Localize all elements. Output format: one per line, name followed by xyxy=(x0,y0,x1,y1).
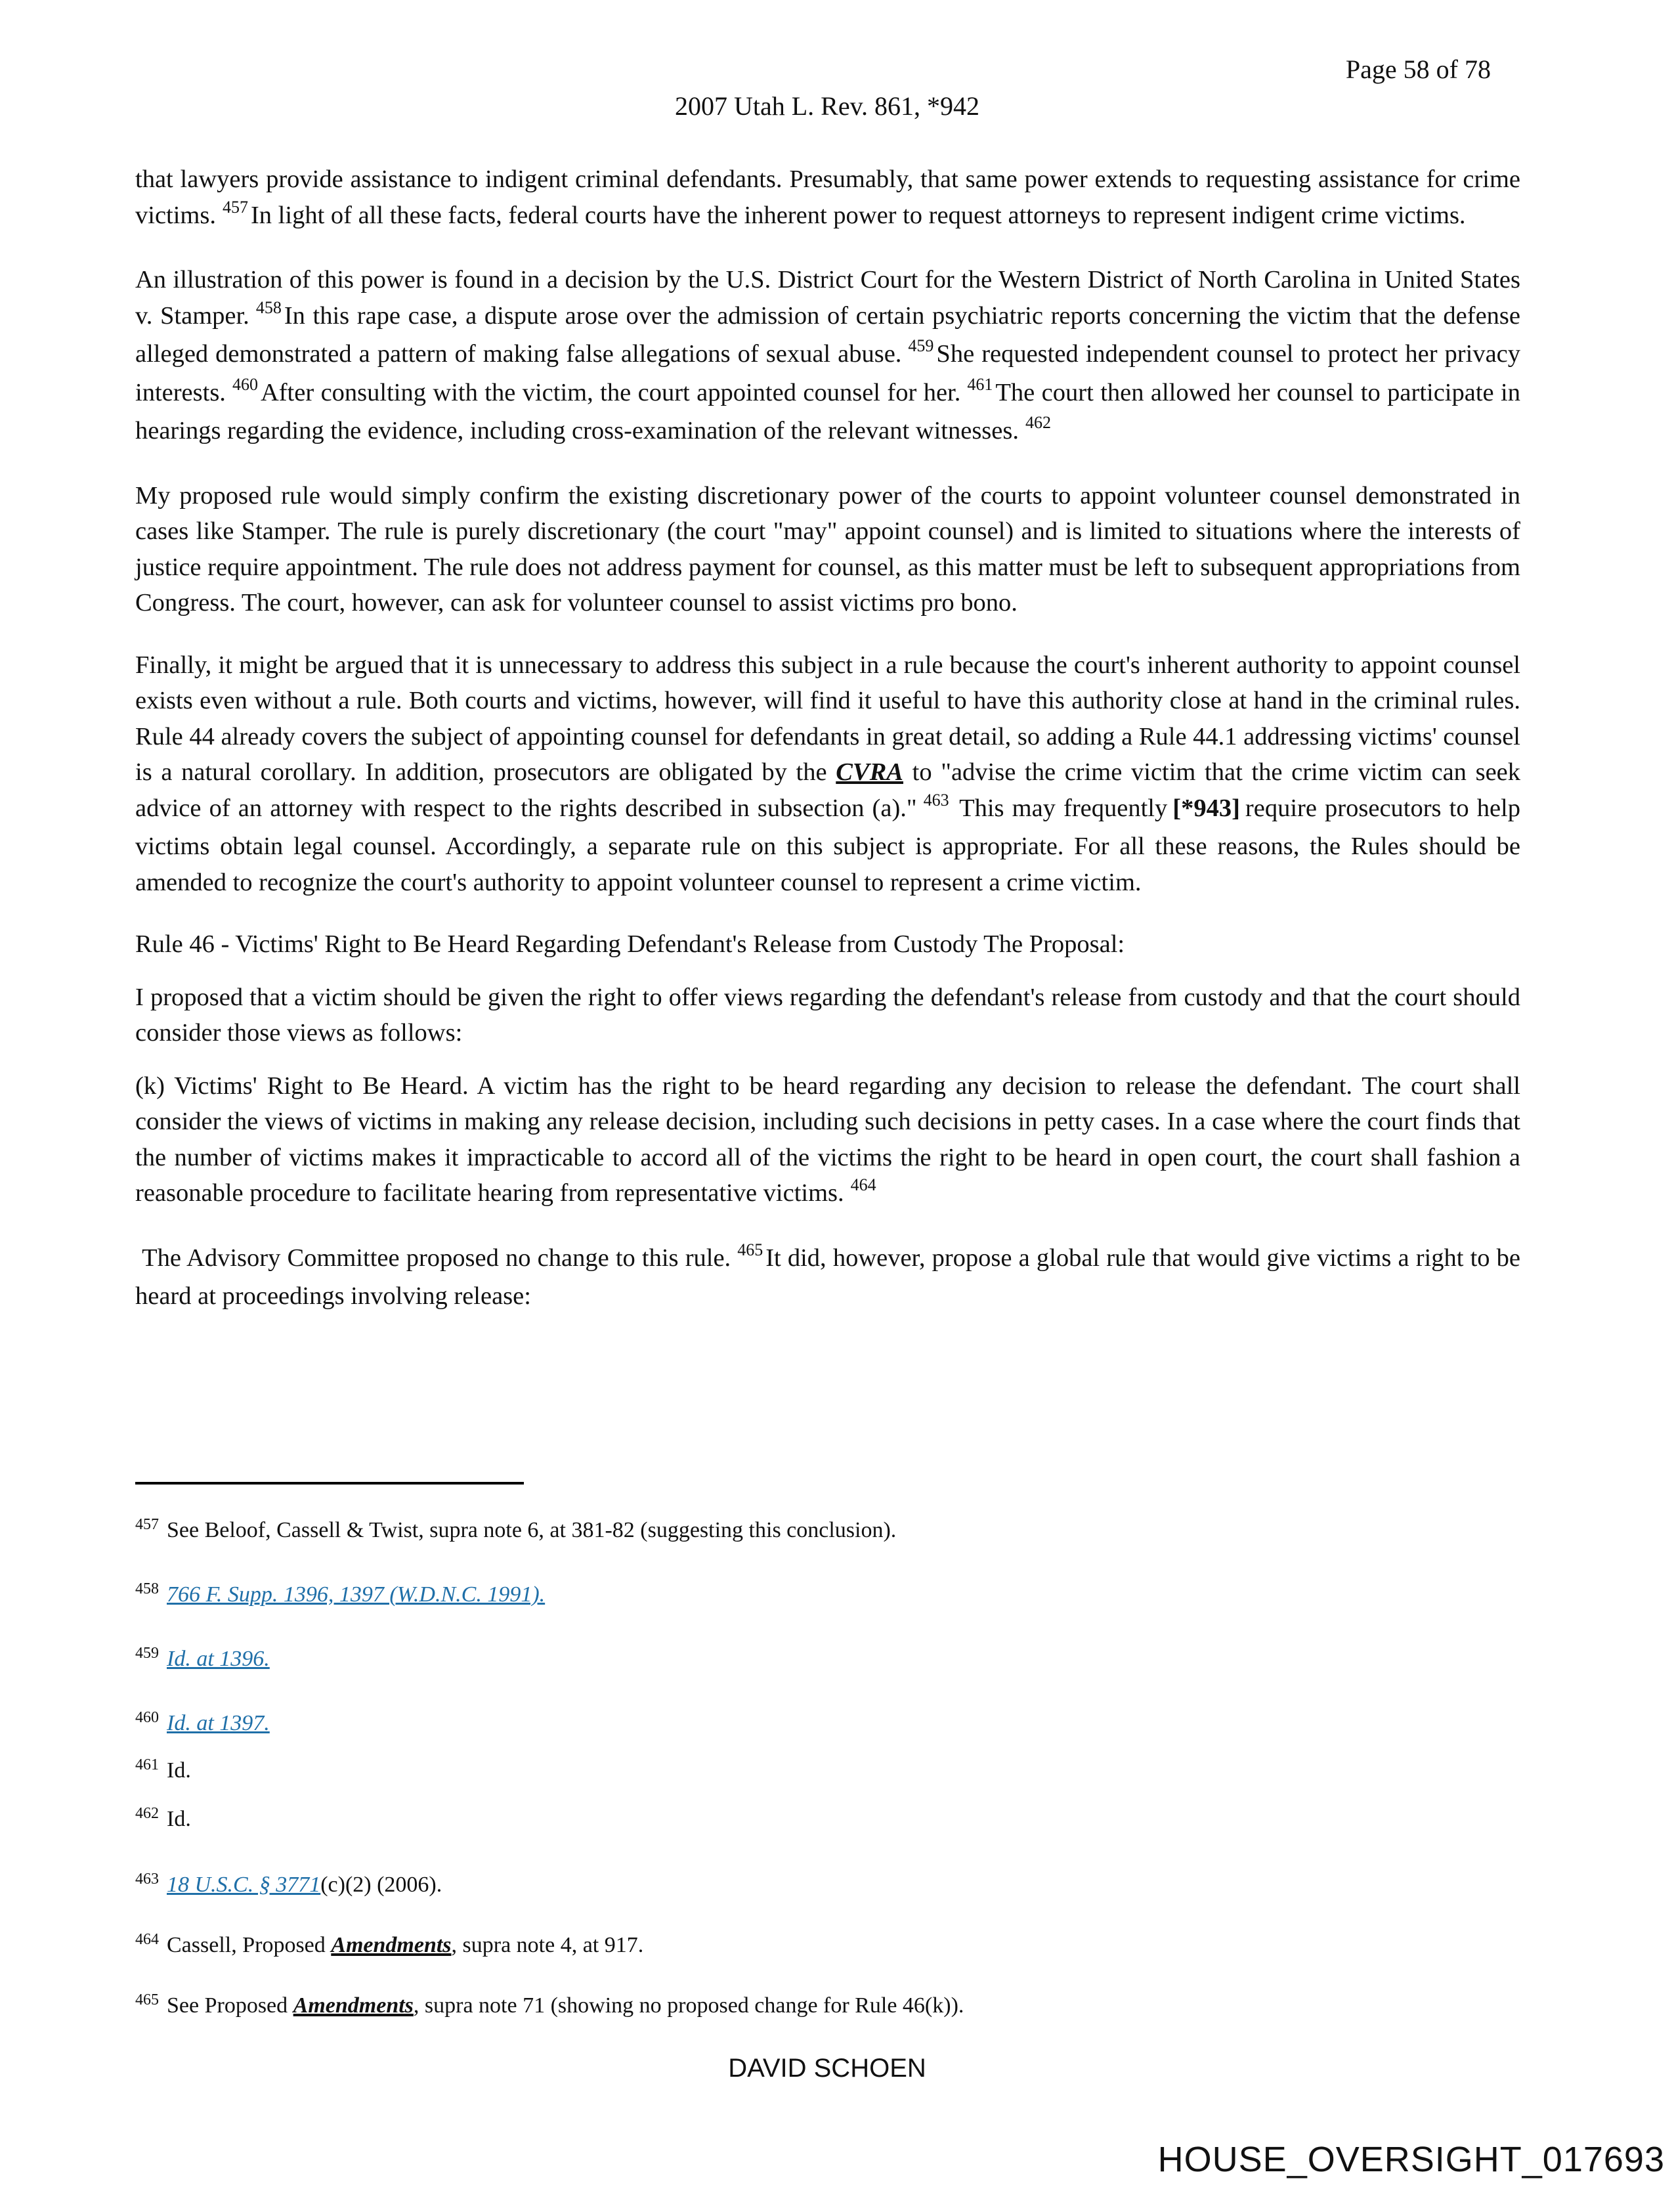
cvra-link[interactable]: CVRA xyxy=(836,758,903,786)
footnote-ref[interactable]: 465 xyxy=(737,1240,763,1259)
footnote-ref[interactable]: 463 xyxy=(923,790,949,810)
paragraph-4: Finally, it might be argued that it is unnecessary to address this subject in a rule because the court's inherent authority to appoint counsel exists even without a rule. Both courts and victims, however, will find it useful to have this authority close at hand in the criminal rules. Rule 44 already covers the subject of appointing counsel for defendants in great detail, so adding a Rule 44.1 addressing victims' counsel is a natural corollary. In addition, prosecutors are obligated by the CVRA to "advise the crime victim that the crime victim can seek advice of an attorney with respect to the rights described in subsection (a)." $^{463}$ This may frequently [*943] require prosecutors to help victims obtain legal counsel. Accordingly, a separate rule on this subject is appropriate. For all these reasons, the Rules should be amended to recognize the court's authority to appoint volunteer counsel to represent a crime victim. xyxy=(135,651,1521,896)
amendments-link[interactable]: Amendments xyxy=(331,1933,452,1957)
amendments-link[interactable]: Amendments xyxy=(293,1993,414,2018)
footnote-ref[interactable]: 461 xyxy=(967,374,993,394)
paragraph-1: that lawyers provide assistance to indigent criminal defendants. Presumably, that same power extends to requesting assistance for crime victims. $^{457}$ In light of all these facts, federal courts have the inherent power to request attorneys to represent indigent crime victims. xyxy=(135,165,1520,229)
paragraph-8: The Advisory Committee proposed no change to this rule. $^{465}$ It did, however, propose a global rule that would give victims a right to be heard at proceedings involving release: xyxy=(135,1240,1521,1310)
citation-link[interactable]: Id. at 1396. xyxy=(167,1647,270,1671)
citation-link[interactable]: Id. at 1397. xyxy=(167,1711,270,1735)
paragraph-3: My proposed rule would simply confirm the existing discretionary power of the courts to appoint volunteer counsel demonstrated in cases like Stamper. The rule is purely discretionary (the court "may" appoint counsel) and is limited to situations where the interests of justice require appointment. The rule does not address payment for counsel, as this matter must be left to subsequent appropriations from Congress. The court, however, can ask for volunteer counsel to assist victims pro bono. xyxy=(135,481,1520,617)
footnote-separator xyxy=(135,1482,524,1485)
body-text xyxy=(135,162,1520,1341)
footnote-463: $^{463}$ 18 U.S.C. § 3771(c)(2) (2006). xyxy=(135,1871,442,1897)
footnote-459: $^{459}$ Id. at 1396. xyxy=(135,1645,270,1671)
footnote-458: $^{458}$ 766 F. Supp. 1396, 1397 (W.D.N.C. 1991). xyxy=(135,1580,546,1607)
footnote-457: $^{457}$ See Beloof, Cassell & Twist, supra note 6, at 381-82 (suggesting this conclusion). xyxy=(135,1516,897,1542)
page-number: Page 58 of 78 xyxy=(1345,54,1491,84)
footnote-ref[interactable]: 459 xyxy=(908,336,934,355)
footnote-ref[interactable]: 458 xyxy=(255,297,282,317)
paragraph-6: I proposed that a victim should be given the right to offer views regarding the defendant's release from custody and that the court should consider those views as follows: xyxy=(135,983,1520,1047)
footer-author: DAVID SCHOEN xyxy=(728,2054,926,2083)
paragraph-5-rule-heading: Rule 46 - Victims' Right to Be Heard Regarding Defendant's Release from Custody The Proposal: xyxy=(135,930,1125,958)
footnote-461: $^{461}$ Id. xyxy=(135,1756,191,1783)
star-page-marker: [*943] xyxy=(1172,794,1240,822)
footnote-460: $^{460}$ Id. at 1397. xyxy=(135,1709,270,1735)
bates-stamp: HOUSE_OVERSIGHT_017693 xyxy=(1157,2140,1665,2179)
citation-link[interactable]: 766 F. Supp. 1396, 1397 (W.D.N.C. 1991). xyxy=(167,1582,546,1607)
footnote-ref[interactable]: 460 xyxy=(232,374,258,394)
footnote-ref[interactable]: 462 xyxy=(1025,413,1051,432)
paragraph-7-proposed-rule: (k) Victims' Right to Be Heard. A victim has the right to be heard regarding any decision to release the defendant. The court shall consider the views of victims in making any release decision, including such decisions in petty cases. In a case where the court finds that the number of victims makes it impracticable to accord all of the victims the right to be heard in open court, the court shall fashion a reasonable procedure to facilitate hearing from representative victims. $^{464}$ xyxy=(135,1072,1520,1207)
footnote-464: $^{464}$ Cassell, Proposed Amendments, supra note 4, at 917. xyxy=(135,1931,644,1957)
running-head: 2007 Utah L. Rev. 861, *942 xyxy=(674,91,980,121)
citation-link[interactable]: 18 U.S.C. § 3771 xyxy=(167,1873,321,1897)
paragraph-2: An illustration of this power is found in a decision by the U.S. District Court for the Western District of North Carolina in United States v. Stamper. $^{458}$ In this rape case, a dispute arose over the admission of certain psychiatric reports concerning the victim that the defense alleged demonstrated a pattern of making false allegations of sexual abuse. $^{459}$ She requested independent counsel to protect her privacy interests. $^{460}$ After consulting with the victim, the court appointed counsel for her. $^{461}$ The court then allowed her counsel to participate in hearings regarding the evidence, including cross-examination of the relevant witnesses. $^{462}$ xyxy=(135,266,1520,445)
footnote-ref[interactable]: 464 xyxy=(850,1175,876,1194)
footnote-465: $^{465}$ See Proposed Amendments, supra note 71 (showing no proposed change for Rule 46(k)). xyxy=(135,1991,964,2018)
footnote-ref[interactable]: 457 xyxy=(222,197,248,217)
footnote-462: $^{462}$ Id. xyxy=(135,1805,191,1831)
